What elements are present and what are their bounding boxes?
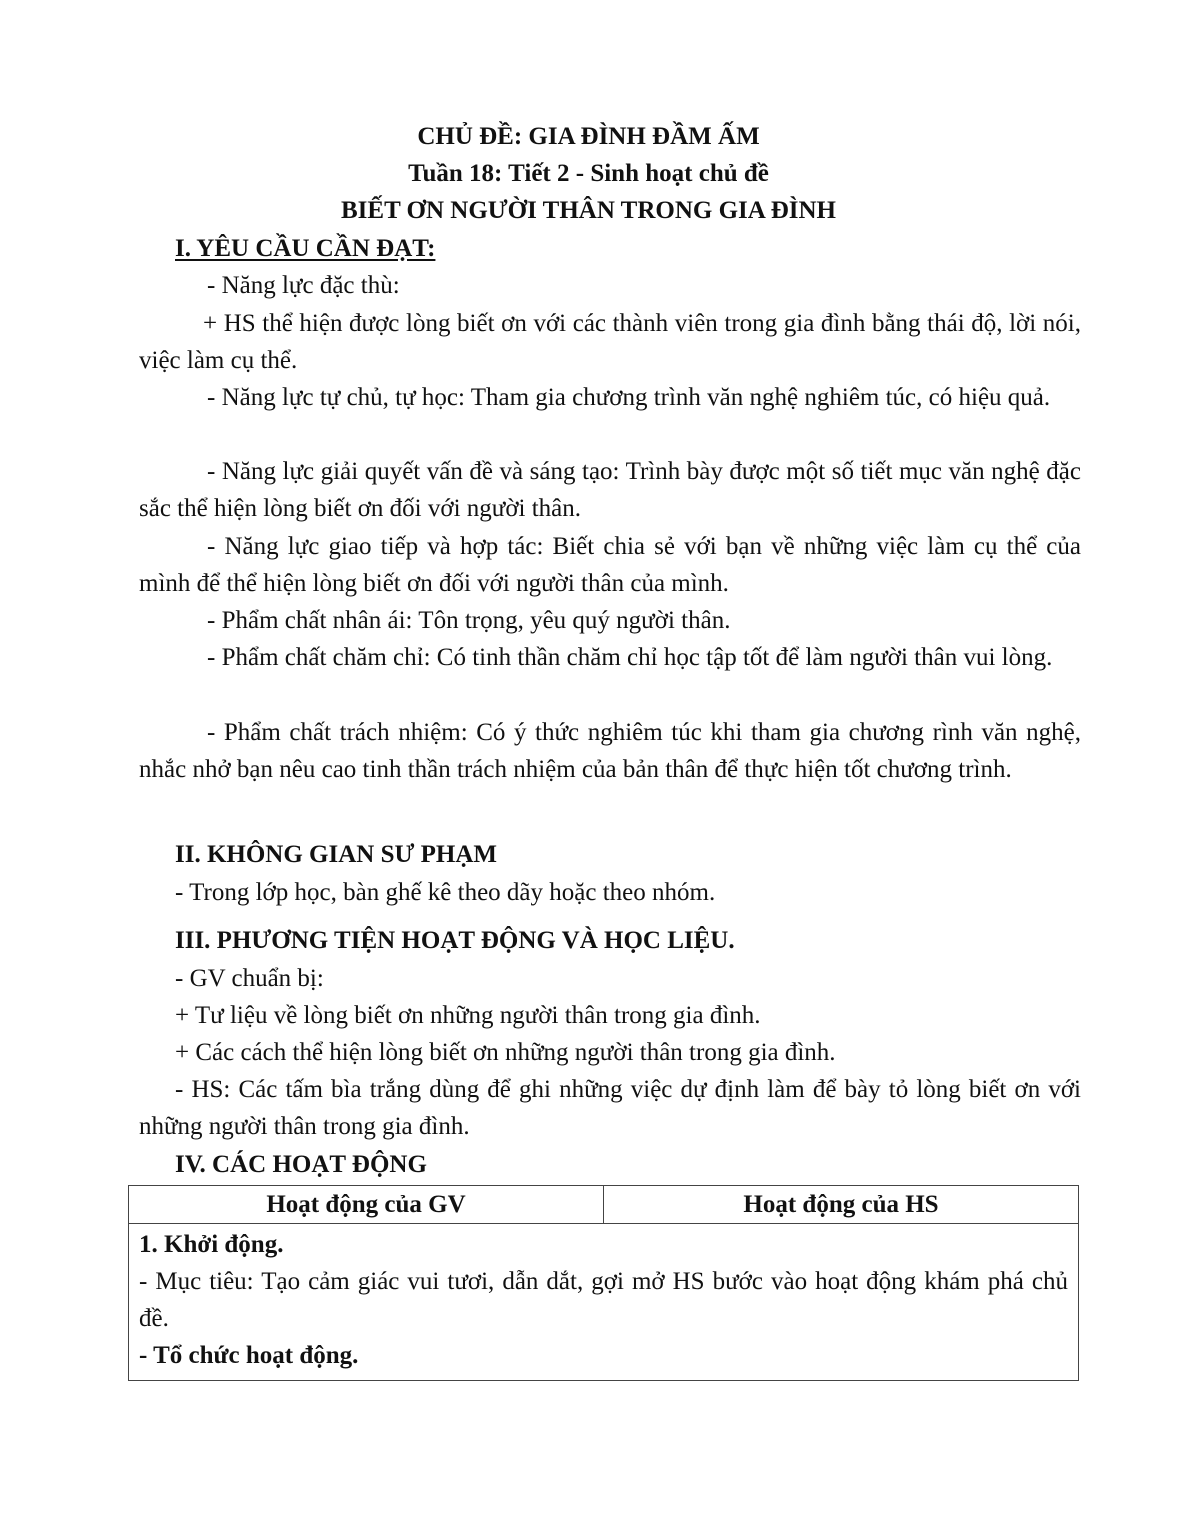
activity-title: 1. Khởi động. <box>139 1231 284 1258</box>
activities-table <box>128 1185 1079 1381</box>
section-2-item: - Trong lớp học, bàn ghế kê theo dãy hoặc theo nhóm. <box>175 879 716 906</box>
section-1-item: - Năng lực giao tiếp và hợp tác: Biết chia sẻ với bạn về những việc làm cụ thể của mình để thể hiện lòng biết ơn đối với người thân của mình. <box>139 533 1081 597</box>
section-1-item: + HS thể hiện được lòng biết ơn với các thành viên trong gia đình bằng thái độ, lời nói, việc làm cụ thể. <box>139 310 1081 374</box>
section-3-item: + Tư liệu về lòng biết ơn những người thân trong gia đình. <box>175 1002 761 1029</box>
section-4-heading: IV. CÁC HOẠT ĐỘNG <box>175 1151 427 1178</box>
section-3-heading: III. PHƯƠNG TIỆN HOẠT ĐỘNG VÀ HỌC LIỆU. <box>175 927 735 954</box>
column-header-hs: Hoạt động của HS <box>604 1186 1079 1224</box>
section-1-item: - Phẩm chất trách nhiệm: Có ý thức nghiêm túc khi tham gia chương rình văn nghệ, nhắc nhở bạn nêu cao tinh thần trách nhiệm của bản thân để thực hiện tốt chương trình. <box>139 719 1081 783</box>
section-3-item: + Các cách thể hiện lòng biết ơn những người thân trong gia đình. <box>175 1039 836 1066</box>
section-3-item: - GV chuẩn bị: <box>175 965 324 992</box>
activity-goal: - Mục tiêu: Tạo cảm giác vui tươi, dẫn dắt, gợi mở HS bước vào hoạt động khám phá chủ đề. <box>139 1268 1068 1332</box>
section-2-heading: II. KHÔNG GIAN SƯ PHẠM <box>175 841 497 868</box>
table-header-row <box>129 1186 1079 1224</box>
section-1-heading: I. YÊU CẦU CẦN ĐẠT: <box>175 235 436 262</box>
section-1-item: - Năng lực giải quyết vấn đề và sáng tạo: Trình bày được một số tiết mục văn nghệ đặc sắc thể hiện lòng biết ơn đối với người thân. <box>139 458 1081 522</box>
section-3-item: - HS: Các tấm bìa trắng dùng để ghi những việc dự định làm để bày tỏ lòng biết ơn với những người thân trong gia đình. <box>139 1076 1081 1140</box>
table-cell <box>129 1224 1079 1381</box>
section-1-item: - Năng lực tự chủ, tự học: Tham gia chương trình văn nghệ nghiêm túc, có hiệu quả. <box>207 384 1051 411</box>
activity-organization: - Tổ chức hoạt động. <box>139 1342 359 1369</box>
section-1-item: - Năng lực đặc thù: <box>207 272 400 299</box>
lesson-subtitle: Tuần 18: Tiết 2 - Sinh hoạt chủ đề <box>408 160 769 187</box>
table-row <box>129 1224 1079 1381</box>
section-1-item: - Phẩm chất chăm chỉ: Có tinh thần chăm chỉ học tập tốt để làm người thân vui lòng. <box>207 644 1053 671</box>
section-1-item: - Phẩm chất nhân ái: Tôn trọng, yêu quý người thân. <box>207 607 731 634</box>
topic-title: CHỦ ĐỀ: GIA ĐÌNH ĐẦM ẤM <box>417 123 760 150</box>
lesson-title: BIẾT ƠN NGƯỜI THÂN TRONG GIA ĐÌNH <box>340 197 836 224</box>
column-header-gv: Hoạt động của GV <box>129 1186 604 1224</box>
